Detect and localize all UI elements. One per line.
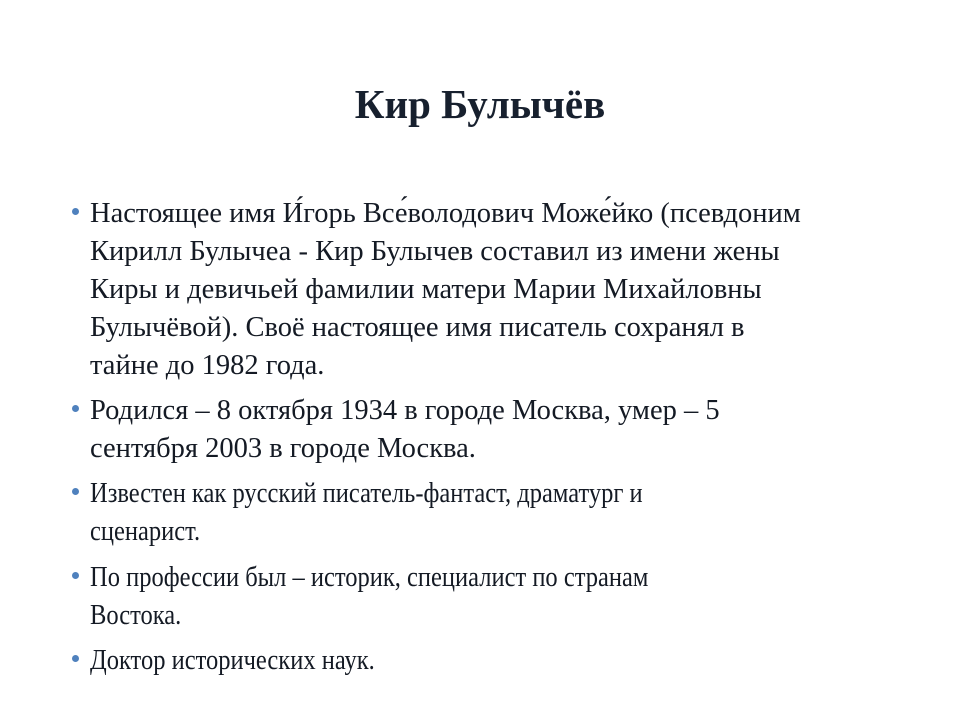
bullet-line: По профессии был – историк, специалист по странам — [90, 562, 649, 593]
bullet-line: Кирилл Булычеа - Кир Булычев составил из имени жены — [90, 236, 780, 267]
bullet-profession — [90, 559, 910, 635]
bullet-degree — [90, 642, 910, 680]
bullet-dot-icon — [72, 488, 79, 495]
bullet-dot-icon — [72, 405, 79, 412]
slide-title: Кир Булычёв — [354, 81, 606, 127]
bullet-dot-icon — [72, 572, 79, 579]
bullet-birth-death — [90, 392, 910, 468]
bullet-line: Известен как русский писатель-фантаст, драматург и — [90, 478, 643, 509]
bullet-line: тайне до 1982 года. — [90, 350, 325, 381]
bullet-line: Настоящее имя И́горь Все́володович Може́йко (псевдоним — [90, 198, 801, 229]
bullet-line: Киры и девичьей фамилии матери Марии Михайловны — [90, 274, 762, 305]
bullet-real-name — [90, 195, 910, 385]
bullet-line: Доктор исторических наук. — [90, 645, 375, 676]
bullet-dot-icon — [72, 655, 79, 662]
bullet-line: сентября 2003 в городе Москва. — [90, 433, 476, 464]
bullet-line: Востока. — [90, 600, 182, 631]
bullet-line: Родился – 8 октября 1934 в городе Москва, умер – 5 — [90, 395, 720, 426]
bullet-known-as — [90, 475, 910, 551]
bullet-line: сценарист. — [90, 516, 201, 547]
bullet-dot-icon — [72, 208, 79, 215]
bullet-line: Булычёвой). Своё настоящее имя писатель сохранял в — [90, 312, 745, 343]
